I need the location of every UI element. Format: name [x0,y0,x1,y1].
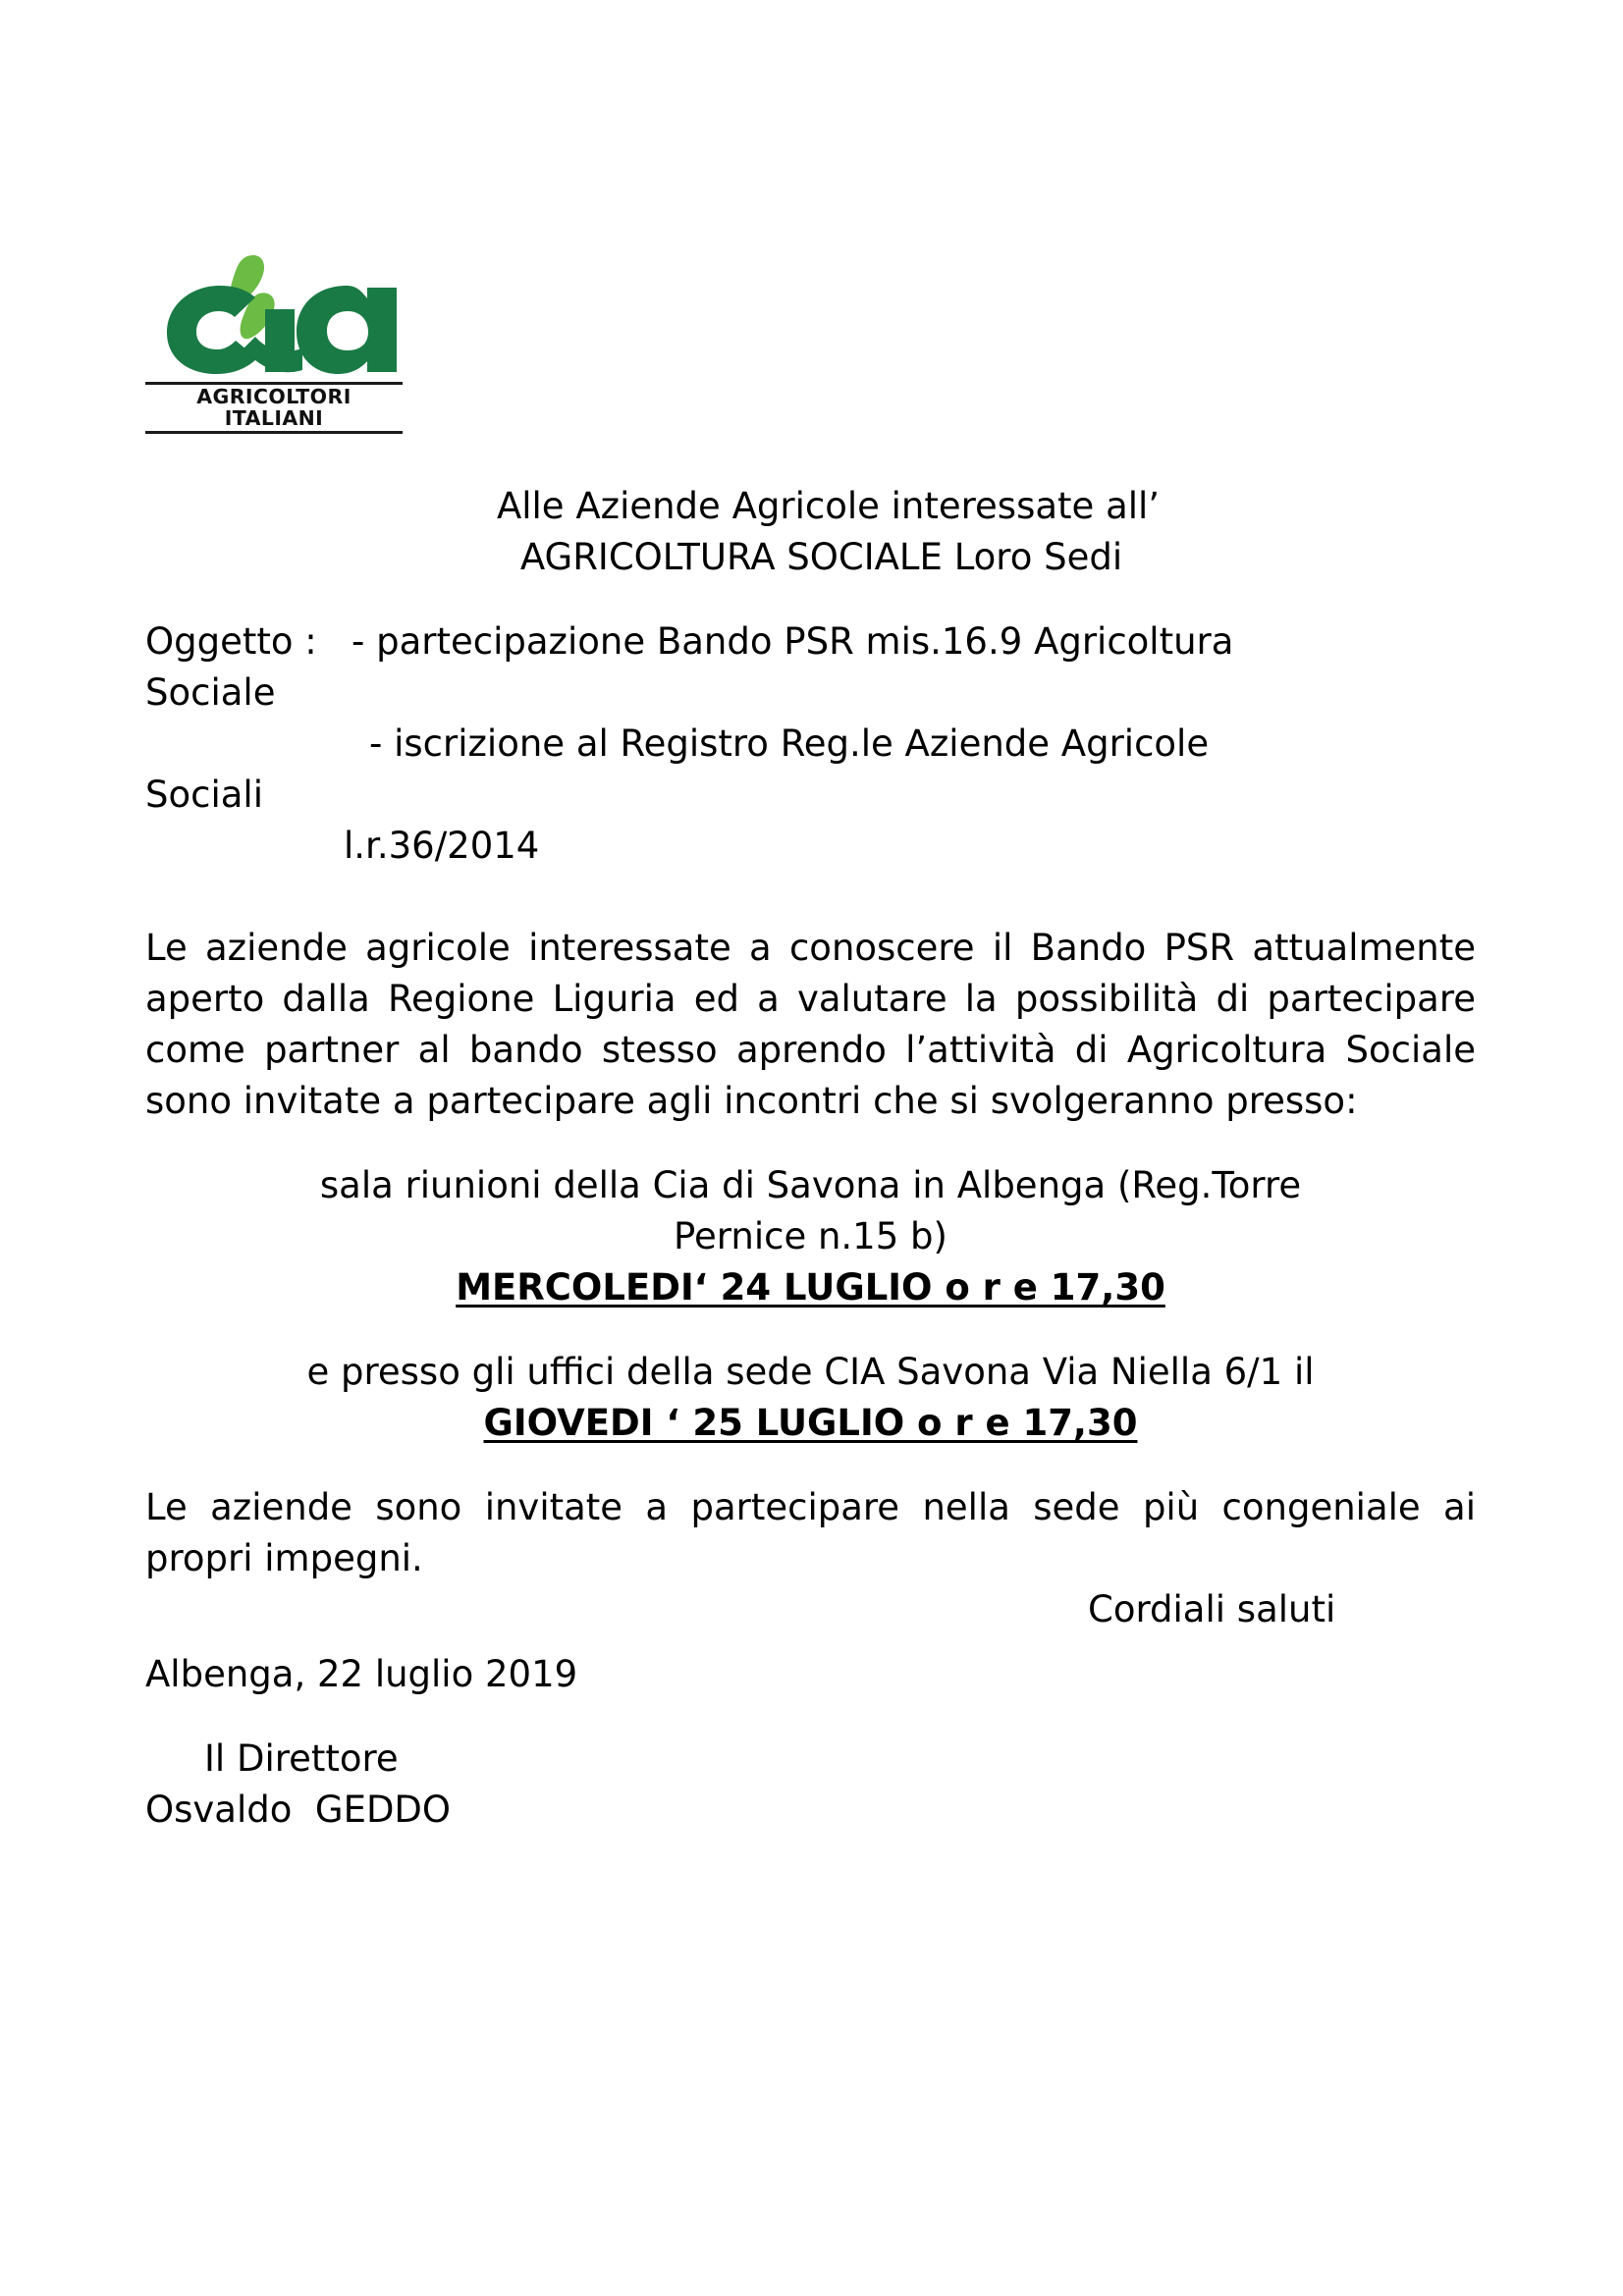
meeting-2-venue-line-1: e presso gli uffici della sede CIA Savona Via Niella 6/1 il [306,1351,1315,1393]
logo-caption: AGRICOLTORI ITALIANI [145,382,403,434]
spacer [145,872,1476,923]
subject-item-1-line-1: Oggetto : - partecipazione Bando PSR mis.16.9 Agricoltura [145,620,1234,663]
signer-title: Il Direttore [204,1737,399,1780]
closing-paragraph: Le aziende sono invitate a partecipare nella sede più congeniale ai propri impegni. [145,1486,1476,1579]
addressee-line-1: Alle Aziende Agricole interessate all’ [496,485,1161,527]
addressee-block [145,481,1476,583]
cia-logo-icon [145,250,403,380]
subject-item-2-line-1: - iscrizione al Registro Reg.le Aziende Agricole [369,722,1210,765]
letter-body [145,481,1476,1836]
place-date-line: Albenga, 22 luglio 2019 [145,1653,578,1695]
meeting-1-datetime [145,1262,1476,1313]
spacer [145,1635,1476,1649]
subject-item-1-line-2: Sociale [145,671,276,714]
meeting-1-datetime-text: MERCOLEDI‘ 24 LUGLIO o r e 17,30 [456,1266,1165,1308]
spacer [145,1127,1476,1160]
spacer [145,1700,1476,1734]
addressee-line-2: AGRICOLTURA SOCIALE Loro Sedi [519,536,1123,578]
meeting-2-datetime [145,1398,1476,1449]
meeting-2-datetime-text: GIOVEDI ‘ 25 LUGLIO o r e 17,30 [483,1402,1138,1444]
spacer [145,1313,1476,1347]
spacer [145,583,1476,616]
intro-paragraph: Le aziende agricole interessate a conoscere il Bando PSR attualmente aperto dalla Regione Liguria ed a valutare la possibilità di partecipare come partner al bando stesso aprendo l’attività di Agricoltura Sociale sono invitate a partecipare agli incontri che si svolgeranno presso: [145,927,1476,1122]
spacer [145,1449,1476,1482]
subject-block [145,616,1476,872]
meeting-1-venue-line-2: Pernice n.15 b) [674,1215,947,1257]
subject-item-3: l.r.36/2014 [344,825,540,867]
regards-line: Cordiali saluti [1088,1588,1336,1630]
letterhead-logo [145,250,408,434]
subject-item-2-line-2: Sociali [145,774,263,816]
meeting-1-venue-line-1: sala riunioni della Cia di Savona in Albenga (Reg.Torre [319,1164,1302,1206]
signer-name: Osvaldo GEDDO [145,1789,452,1831]
